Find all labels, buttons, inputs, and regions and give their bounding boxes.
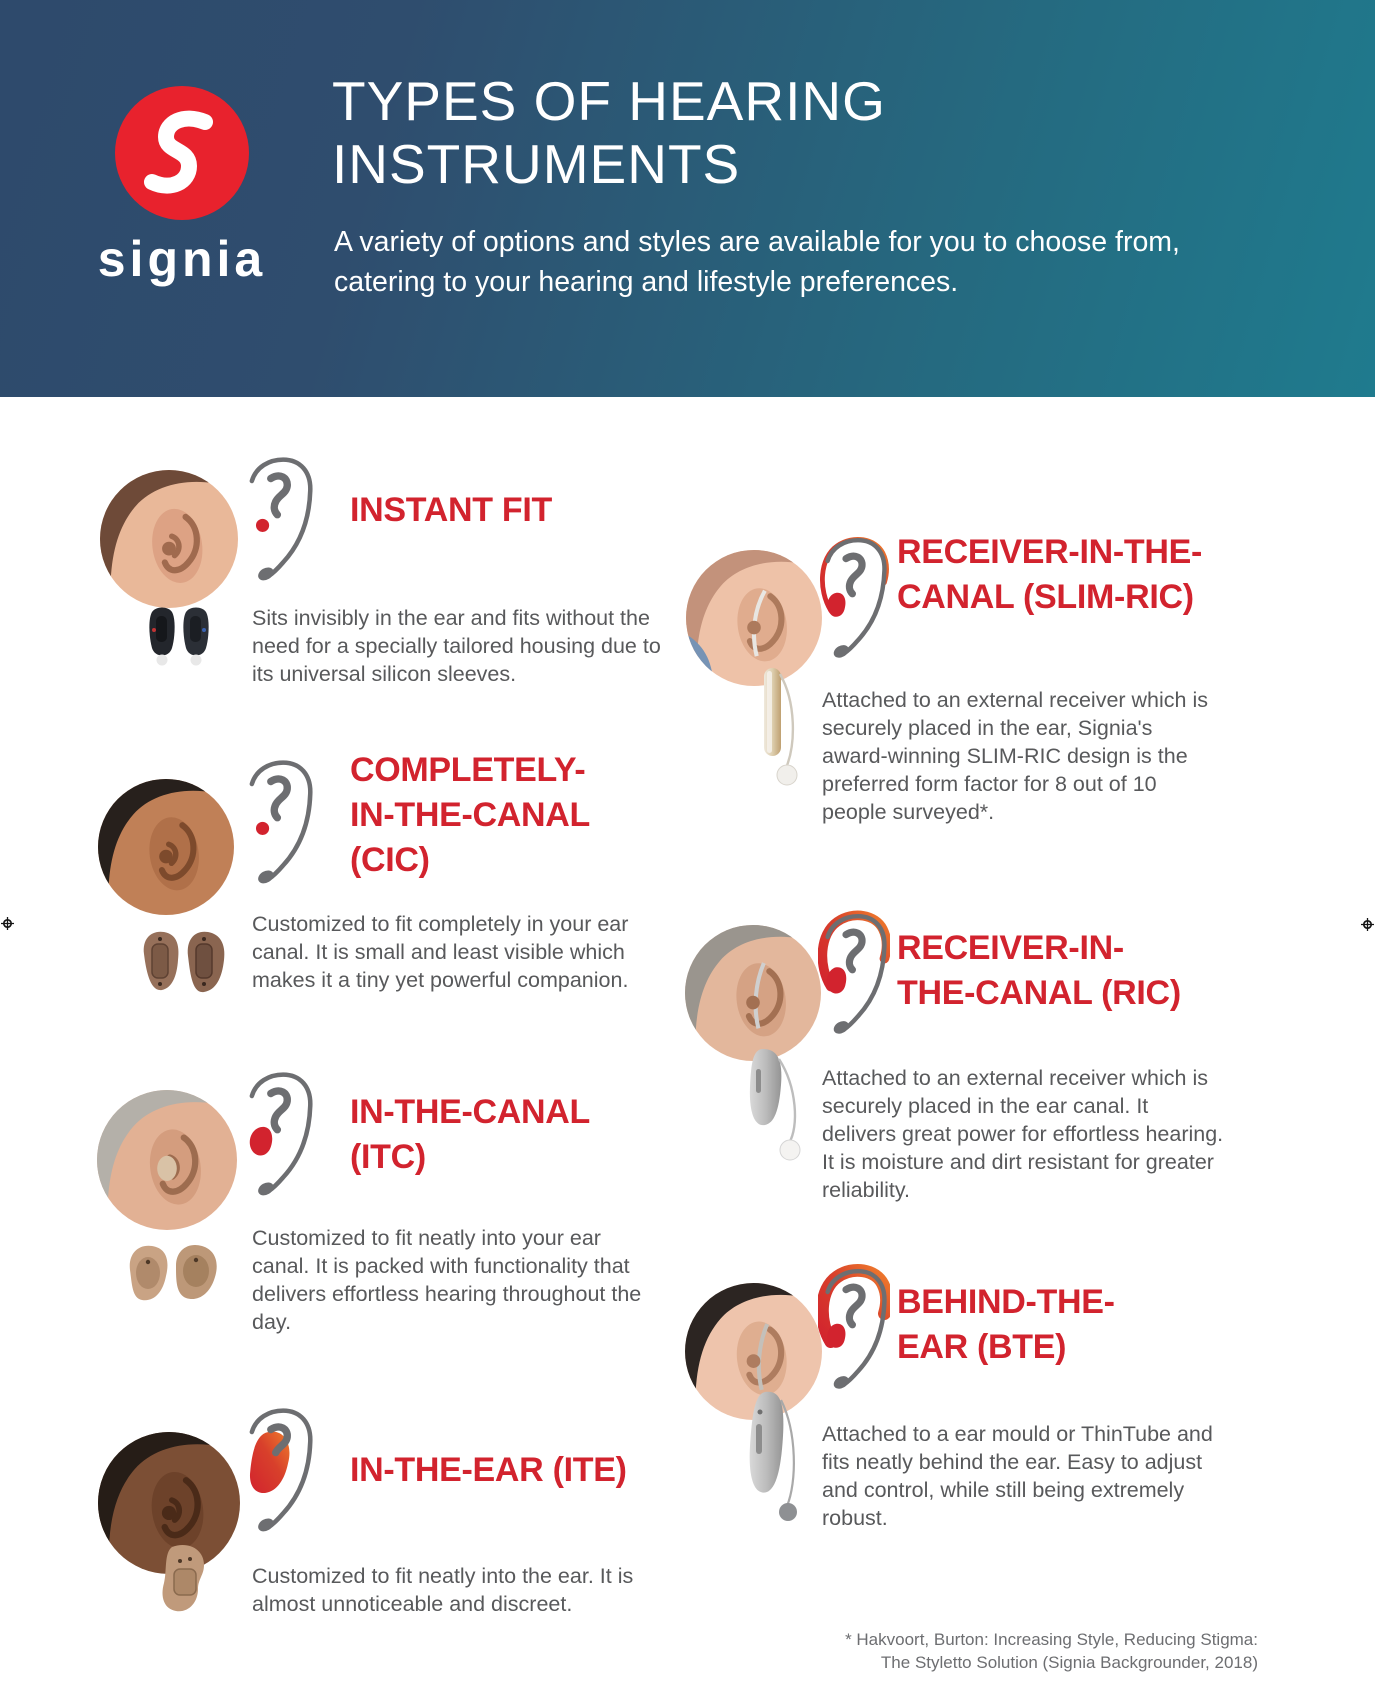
- section-title: RECEIVER-IN-THE- CANAL (SLIM-RIC): [897, 533, 1202, 616]
- section-title: IN-THE-EAR (ITE): [350, 1451, 627, 1489]
- ear-photo: [97, 1090, 237, 1230]
- footnote-line2: The Styletto Solution (Signia Backgrounder, 2018): [880, 1653, 1258, 1672]
- section-description: Customized to fit neatly into the ear. It is almost unnoticeable and discreet.: [252, 1564, 634, 1616]
- footnote-line1: * Hakvoort, Burton: Increasing Style, Reducing Stigma:: [845, 1630, 1258, 1649]
- header-banner: [0, 0, 1375, 397]
- itc-hearing-aids-photo: [126, 1236, 222, 1308]
- ear-diagram-icon: [242, 750, 316, 892]
- section-description: Attached to an external receiver which is securely placed in the ear canal. It delivers great power for effortless hearing. It is moisture and dirt resistant for greater reliability.: [822, 1066, 1224, 1202]
- footnote-citation: [845, 1628, 1258, 1674]
- signia-logo-icon: [115, 86, 249, 220]
- ear-photo: [98, 779, 234, 915]
- ear-diagram-icon: [242, 447, 316, 589]
- section-title: INSTANT FIT: [350, 491, 552, 529]
- ite-hearing-aid-photo: [158, 1540, 224, 1618]
- ear-diagram-icon: [818, 527, 890, 667]
- section-description: Sits invisibly in the ear and fits without the need for a specially tailored housing due to its universal silicon sleeves.: [252, 606, 661, 686]
- bte-hearing-aid-photo: [743, 1388, 805, 1536]
- section-title: RECEIVER-IN- THE-CANAL (RIC): [897, 929, 1181, 1012]
- ear-diagram-icon: [818, 903, 890, 1043]
- instant-fit-hearing-aids-photo: [142, 604, 220, 668]
- section-title: BEHIND-THE- EAR (BTE): [897, 1283, 1115, 1366]
- ear-photo: [685, 925, 821, 1061]
- ear-diagram-icon: [818, 1258, 890, 1398]
- page-title-line2: INSTRUMENTS: [332, 133, 741, 195]
- slim-ric-hearing-aid-photo: [746, 666, 804, 792]
- signia-wordmark: signia: [97, 231, 267, 287]
- ear-diagram-icon: [242, 1398, 316, 1540]
- cic-hearing-aids-photo: [138, 926, 230, 1008]
- section-description: Customized to fit completely in your ear canal. It is small and least visible which makes it a tiny yet powerful companion.: [252, 912, 629, 992]
- section-description: Attached to a ear mould or ThinTube and fits neatly behind the ear. Easy to adjust and control, while still being extremely robust.: [822, 1422, 1213, 1530]
- section-title: IN-THE-CANAL (ITC): [350, 1093, 591, 1176]
- registration-mark-icon: [1361, 918, 1374, 931]
- section-description: Customized to fit neatly into your ear canal. It is packed with functionality that delivers effortless hearing throughout the day.: [252, 1226, 642, 1334]
- ear-photo: [100, 470, 238, 608]
- page-title-line1: TYPES OF HEARING: [332, 70, 886, 132]
- section-description: Attached to an external receiver which is securely placed in the ear, Signia's award-winning SLIM-RIC design is the preferred form factor for 8 out of 10 people surveyed*.: [822, 688, 1209, 824]
- ear-diagram-icon: [242, 1062, 316, 1204]
- page-subtitle: A variety of options and styles are available for you to choose from, catering to your hearing and lifestyle preferences.: [334, 226, 1180, 298]
- registration-mark-icon: [1, 917, 14, 930]
- page-title: [332, 70, 886, 196]
- ric-hearing-aid-photo: [743, 1046, 807, 1166]
- section-title: COMPLETELY- IN-THE-CANAL (CIC): [350, 751, 591, 879]
